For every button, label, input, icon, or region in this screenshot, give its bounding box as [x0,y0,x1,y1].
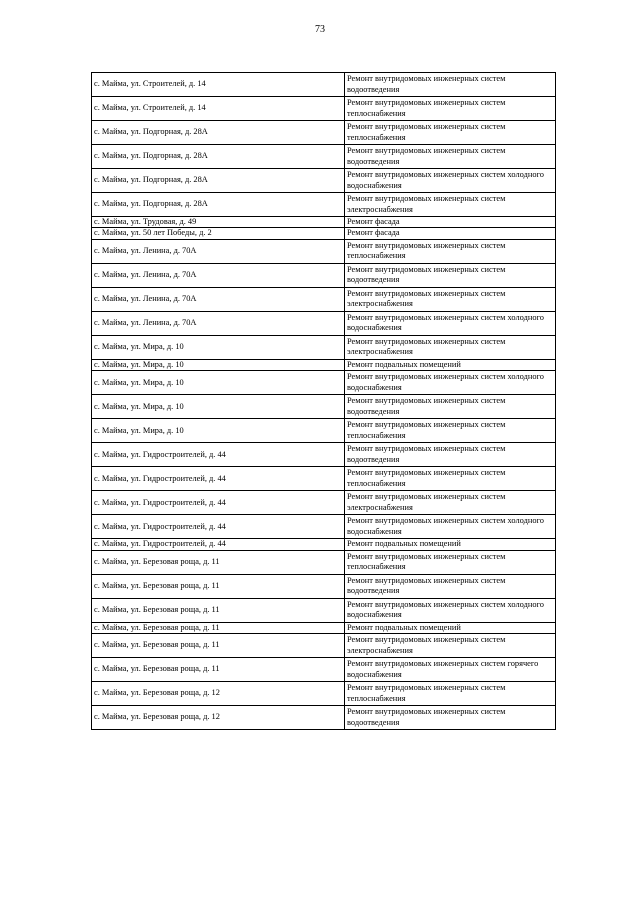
work-cell: Ремонт внутридомовых инженерных систем водоотведения [345,395,556,419]
table-row [92,239,556,263]
address-cell: с. Майма, ул. Подгорная, д. 28А [92,145,345,169]
table-row [92,443,556,467]
work-cell: Ремонт подвальных помещений [345,359,556,370]
address-cell: с. Майма, ул. Ленина, д. 70А [92,263,345,287]
address-cell: с. Майма, ул. Березовая роща, д. 11 [92,598,345,622]
address-cell: с. Майма, ул. Березовая роща, д. 12 [92,682,345,706]
table-row [92,335,556,359]
address-cell: с. Майма, ул. Мира, д. 10 [92,419,345,443]
address-cell: с. Майма, ул. Строителей, д. 14 [92,97,345,121]
address-cell: с. Майма, ул. Мира, д. 10 [92,359,345,370]
work-cell: Ремонт фасада [345,217,556,228]
address-cell: с. Майма, ул. Березовая роща, д. 11 [92,574,345,598]
work-cell: Ремонт внутридомовых инженерных систем водоотведения [345,706,556,730]
address-cell: с. Майма, ул. Березовая роща, д. 11 [92,550,345,574]
table-row [92,193,556,217]
address-cell: с. Майма, ул. Подгорная, д. 28А [92,193,345,217]
address-cell: с. Майма, ул. Ленина, д. 70А [92,239,345,263]
address-cell: с. Майма, ул. Гидростроителей, д. 44 [92,539,345,550]
address-cell: с. Майма, ул. Гидростроителей, д. 44 [92,467,345,491]
address-cell: с. Майма, ул. 50 лет Победы, д. 2 [92,228,345,239]
table-row [92,682,556,706]
address-cell: с. Майма, ул. Березовая роща, д. 11 [92,634,345,658]
work-cell: Ремонт внутридомовых инженерных систем водоотведения [345,73,556,97]
work-cell: Ремонт внутридомовых инженерных систем теплоснабжения [345,419,556,443]
table-row [92,706,556,730]
table-row [92,467,556,491]
address-cell: с. Майма, ул. Гидростроителей, д. 44 [92,443,345,467]
table-row [92,311,556,335]
table-row [92,539,556,550]
table-row [92,515,556,539]
table-row [92,491,556,515]
table-row [92,622,556,633]
address-cell: с. Майма, ул. Гидростроителей, д. 44 [92,491,345,515]
works-table-body [92,73,556,730]
work-cell: Ремонт внутридомовых инженерных систем водоотведения [345,145,556,169]
work-cell: Ремонт внутридомовых инженерных систем холодного водоснабжения [345,311,556,335]
table-row [92,658,556,682]
work-cell: Ремонт внутридомовых инженерных систем теплоснабжения [345,682,556,706]
work-cell: Ремонт внутридомовых инженерных систем электроснабжения [345,491,556,515]
work-cell: Ремонт внутридомовых инженерных систем водоотведения [345,443,556,467]
work-cell: Ремонт внутридомовых инженерных систем электроснабжения [345,287,556,311]
work-cell: Ремонт внутридомовых инженерных систем электроснабжения [345,193,556,217]
address-cell: с. Майма, ул. Мира, д. 10 [92,335,345,359]
work-cell: Ремонт внутридомовых инженерных систем холодного водоснабжения [345,515,556,539]
table-row [92,97,556,121]
table-row [92,634,556,658]
work-cell: Ремонт внутридомовых инженерных систем холодного водоснабжения [345,598,556,622]
work-cell: Ремонт внутридомовых инженерных систем электроснабжения [345,335,556,359]
address-cell: с. Майма, ул. Мира, д. 10 [92,371,345,395]
work-cell: Ремонт внутридомовых инженерных систем холодного водоснабжения [345,169,556,193]
address-cell: с. Майма, ул. Ленина, д. 70А [92,287,345,311]
work-cell: Ремонт внутридомовых инженерных систем холодного водоснабжения [345,371,556,395]
table-row [92,395,556,419]
table-row [92,598,556,622]
work-cell: Ремонт внутридомовых инженерных систем электроснабжения [345,634,556,658]
work-cell: Ремонт подвальных помещений [345,539,556,550]
works-table [91,72,556,730]
address-cell: с. Майма, ул. Березовая роща, д. 12 [92,706,345,730]
table-row [92,73,556,97]
table-row [92,550,556,574]
table-row [92,217,556,228]
work-cell: Ремонт внутридомовых инженерных систем водоотведения [345,263,556,287]
work-cell: Ремонт внутридомовых инженерных систем теплоснабжения [345,550,556,574]
table-row [92,121,556,145]
address-cell: с. Майма, ул. Березовая роща, д. 11 [92,622,345,633]
work-cell: Ремонт внутридомовых инженерных систем теплоснабжения [345,121,556,145]
work-cell: Ремонт подвальных помещений [345,622,556,633]
page-number: 73 [315,24,325,35]
address-cell: с. Майма, ул. Строителей, д. 14 [92,73,345,97]
address-cell: с. Майма, ул. Березовая роща, д. 11 [92,658,345,682]
table-row [92,371,556,395]
work-cell: Ремонт внутридомовых инженерных систем теплоснабжения [345,239,556,263]
address-cell: с. Майма, ул. Подгорная, д. 28А [92,121,345,145]
address-cell: с. Майма, ул. Ленина, д. 70А [92,311,345,335]
table-row [92,228,556,239]
work-cell: Ремонт внутридомовых инженерных систем водоотведения [345,574,556,598]
address-cell: с. Майма, ул. Мира, д. 10 [92,395,345,419]
table-row [92,169,556,193]
table-row [92,263,556,287]
work-cell: Ремонт внутридомовых инженерных систем теплоснабжения [345,97,556,121]
address-cell: с. Майма, ул. Трудовая, д. 49 [92,217,345,228]
work-cell: Ремонт внутридомовых инженерных систем теплоснабжения [345,467,556,491]
address-cell: с. Майма, ул. Подгорная, д. 28А [92,169,345,193]
work-cell: Ремонт внутридомовых инженерных систем горячего водоснабжения [345,658,556,682]
table-row [92,419,556,443]
table-row [92,145,556,169]
table-row [92,574,556,598]
work-cell: Ремонт фасада [345,228,556,239]
table-row [92,287,556,311]
table-row [92,359,556,370]
address-cell: с. Майма, ул. Гидростроителей, д. 44 [92,515,345,539]
